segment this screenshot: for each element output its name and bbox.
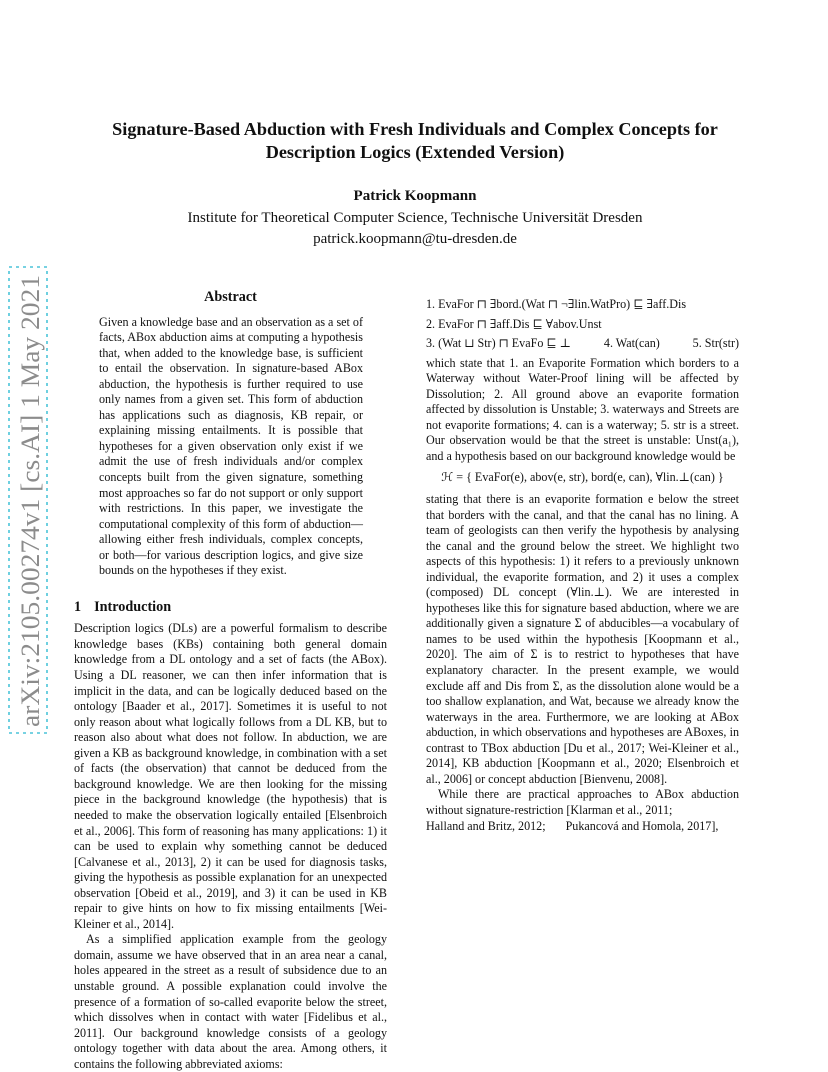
section-title: Introduction bbox=[94, 598, 172, 615]
axiom-4: 4. Wat(can) bbox=[603, 336, 660, 351]
arxiv-stamp bbox=[6, 265, 50, 735]
title-line-2: Description Logics (Extended Version) bbox=[265, 142, 565, 162]
author-affiliation: Institute for Theoretical Computer Science, Technische Universität Dresden bbox=[187, 210, 643, 226]
hypothesis-formula: ℋ = { EvaFor(e), abov(e, str), bord(e, can), ∀lin.⊥(can) } bbox=[441, 470, 724, 485]
author-name: Patrick Koopmann bbox=[353, 188, 477, 204]
abstract-text: Given a knowledge base and an observation as a set of facts, ABox abduction aims at computing a hypothesis that, when added to the knowledge base, is sufficient to entail the observation. In signature-based ABox abduction, the hypothesis is further required to use only names from a given set. This form of abduction has applications such as diagnosis, KB repair, or explaining missing entailments. It is possible that hypotheses for a given observation only exist if we admit the use of fresh individuals and/or complex concepts built from the given signature, something most approaches so far do not support or only support with restrictions. In this paper, we investigate the computational complexity of this form of abduction—allowing either fresh individuals, complex concepts, or both—for various description logics, and give size bounds on the hypotheses if they exist. bbox=[99, 314, 363, 578]
citation-pukancova: Pukancová and Homola, 2017], bbox=[565, 818, 719, 833]
axiom-row-3-5 bbox=[426, 336, 739, 352]
abstract-heading: Abstract bbox=[204, 289, 257, 305]
arxiv-stamp-text: arXiv:2105.00274v1 [cs.AI] 1 May 2021 bbox=[15, 291, 45, 727]
arxiv-stamp-graphic bbox=[6, 265, 50, 735]
section-heading bbox=[74, 600, 387, 616]
last-paragraph-line-2 bbox=[426, 819, 739, 835]
axiom-1: 1. EvaFor ⊓ ∃bord.(Wat ⊓ ¬∃lin.WatPro) ⊑ ∃aff.Dis bbox=[426, 297, 687, 311]
hypothesis-discussion: stating that there is an evaporite formation e below the street that borders with the canal, and that the canal has no lining. A team of geologists can then verify the hypothesis by analysing the canal and the ground below the street. We highlight two aspects of this hypothesis: 1) it refers to a previously unknown individual, the evaporite formation, and 2) it uses a complex (composed) DL concept (∀lin.⊥). We are interested in hypotheses like this for signature based abduction, where we are additionally given a signature Σ of abducibles—a vocabulary of names to be used within the hypothesis [Koopmann et al., 2020]. The aim of Σ is to restrict to hypotheses that have explanatory character. In the present example, we would exclude aff and Dis from Σ, as the dissolution alone would be a too shallow explanation, and Wat, because we already know the waterways in the area. Furthermore, we are looking at ABox abduction, in which observations and hypotheses are ABoxes, in contrast to TBox abduction [Du et al., 2017; Wei-Kleiner et al., 2014], KB abduction [Koopmann et al., 2020; Elsenbroich et al., 2006] or concept abduction [Bienvenu, 2008]. bbox=[426, 492, 739, 786]
last-paragraph-line-1: While there are practical approaches to ABox abduction without signature-restriction [Klarman et al., 2011; bbox=[426, 787, 739, 817]
intro-paragraph-1: Description logics (DLs) are a powerful formalism to describe knowledge bases (KBs) containing both general domain knowledge from a DL ontology and a set of facts (the ABox). Using a DL reasoner, we can then infer information that is implicit in the data, and can be logically deduced based on the ontology [Baader et al., 2017]. Sometimes it is useful to not only reason about what logically follows from a DL KB, but to reason also about what does not follow. In abduction, we are given a KB as background knowledge, in combination with a set of facts (the observation) that cannot be deduced from the background knowledge. We are then looking for the missing piece in the background knowledge (the hypothesis) that is needed to make the observation logically entailed [Elsenbroich et al., 2006]. This form of reasoning has many applications: 1) it can be used to explain why something cannot be deduced [Calvanese et al., 2013], 2) it can be used for diagnosis tasks, giving the hypothesis as possible explanation for an unexpected observation [Obeid et al., 2019], and 3) it can be used in KB repair to give hints on how to fix missing entailments [Wei-Kleiner et al., 2014]. bbox=[74, 621, 387, 931]
intro-paragraph-2: As a simplified application example from the geology domain, assume we have observed that in an area near a canal, holes appeared in the street as a result of subsidence due to an unstable ground. A possible explanation could involve the presence of a formation of so-called evaporite below the street, which dissolves when in contact with water [Fidelibus et al., 2011]. Our background knowledge consists of a geology ontology together with data about the area. Among others, it contains the following abbreviated axioms: bbox=[74, 932, 387, 1071]
section-number: 1 bbox=[74, 598, 82, 615]
citation-halland: Halland and Britz, 2012; bbox=[426, 818, 546, 833]
left-column bbox=[74, 290, 387, 1072]
paper-title bbox=[70, 118, 760, 164]
title-line-1: Signature-Based Abduction with Fresh Individuals and Complex Concepts for bbox=[112, 119, 718, 139]
author-email: patrick.koopmann@tu-dresden.de bbox=[313, 231, 517, 247]
right-column bbox=[426, 293, 739, 834]
axiom-explanation: which state that 1. an Evaporite Formation which borders to a Waterway without Water-Proof lining will be affected by Dissolution; 2. All ground above an evaporite formation affected by dissolution is Unstable; 3. waterways and Streets are not evaporite formations; 4. can is a waterway; 5. str is a street. Our observation would be that the street is unstable: Unst(a₁), and a hypothesis based on our background knowledge would be bbox=[426, 355, 739, 463]
axiom-5: 5. Str(str) bbox=[692, 336, 739, 351]
axiom-2: 2. EvaFor ⊓ ∃aff.Dis ⊑ ∀abov.Unst bbox=[426, 316, 602, 331]
axiom-3: 3. (Wat ⊔ Str) ⊓ EvaFo ⊑ ⊥ bbox=[426, 336, 572, 351]
